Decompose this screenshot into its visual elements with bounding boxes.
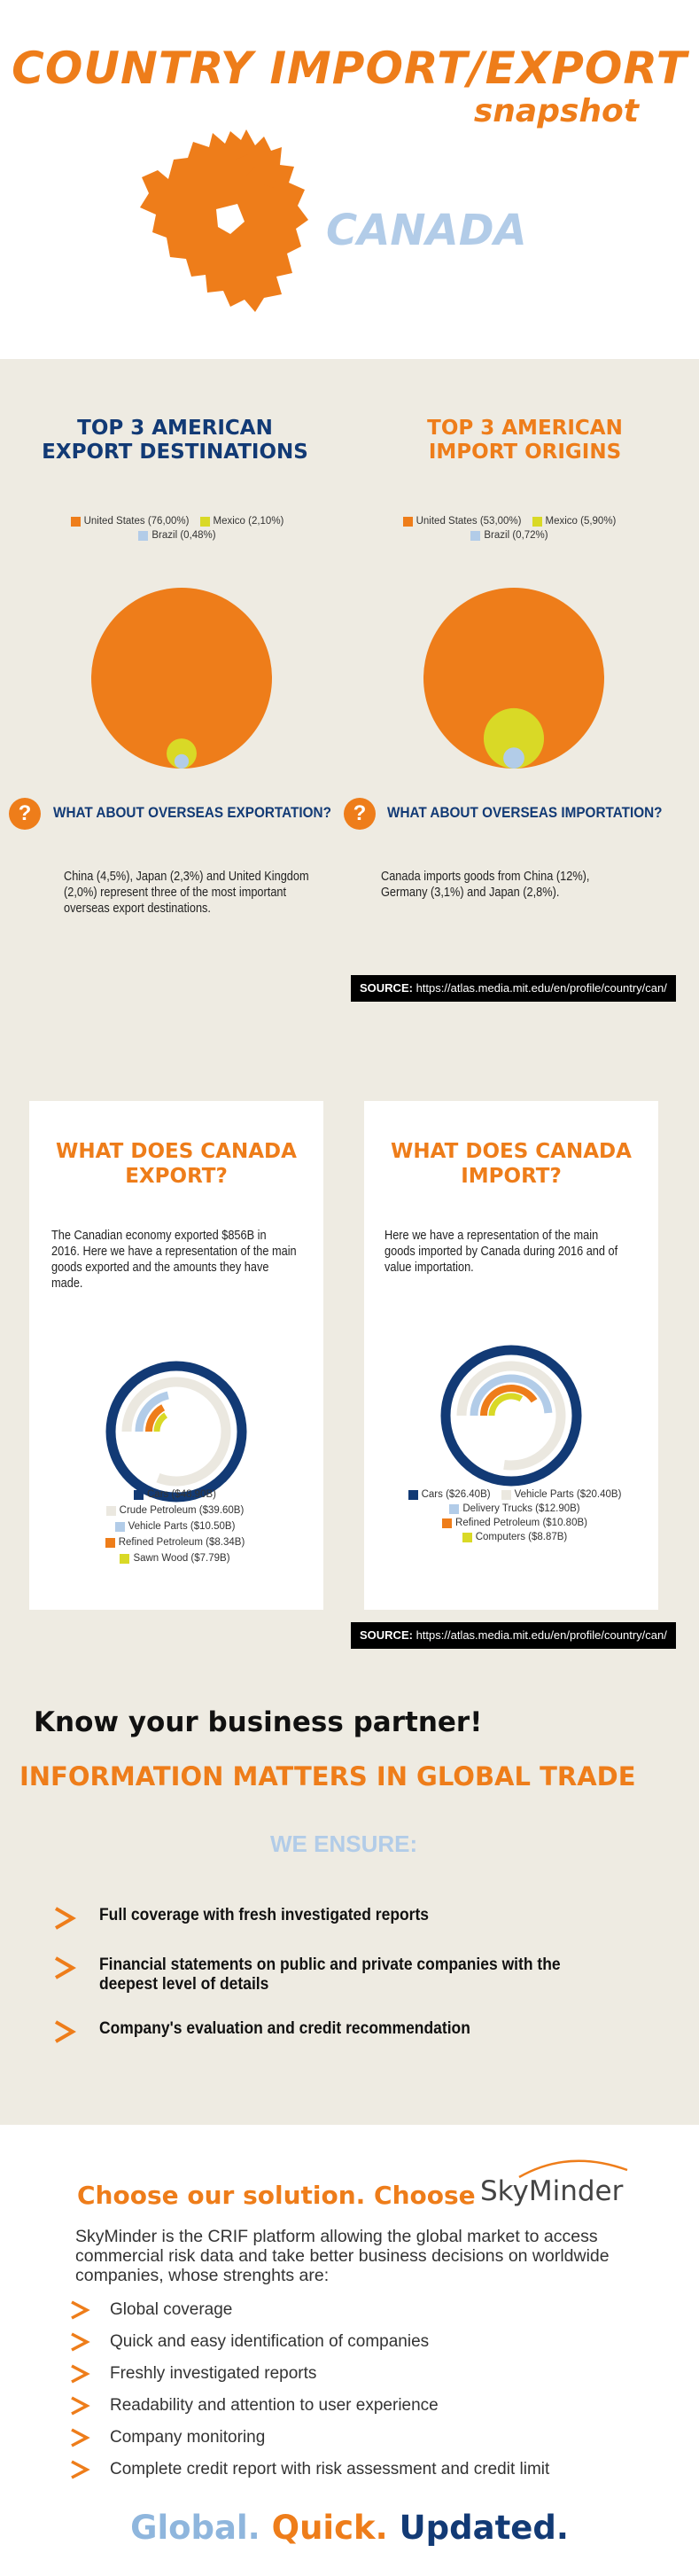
page-subtitle: snapshot (473, 93, 639, 129)
chevron-right-icon (53, 2019, 80, 2044)
list-item: Company's evaluation and credit recommendation (53, 2019, 656, 2044)
source-link[interactable]: https://atlas.media.mit.edu/en/profile/country/can/ (416, 981, 667, 995)
legend-swatch (462, 1533, 472, 1542)
overseas-export-answer: China (4,5%), Japan (2,3%) and United Kingdom (2,0%) represent three of the most important overseas export destinations. (64, 870, 309, 916)
source-label: SOURCE: https://atlas.media.mit.edu/en/profile/country/can/ (351, 975, 676, 1002)
source-label: SOURCE: https://atlas.media.mit.edu/en/profile/country/can/ (351, 1622, 676, 1649)
partner-headline: Know your business partner! (34, 1706, 483, 1738)
legend-item: United States (53,00%) (403, 516, 522, 527)
legend-item: Computers ($8.87B) (382, 1532, 648, 1542)
export-destinations-legend (53, 516, 301, 541)
legend-swatch (134, 1490, 144, 1500)
question-icon: ? (344, 798, 376, 830)
arc-sawn-wood (157, 1415, 166, 1432)
canada-export-chart (101, 1356, 252, 1507)
chevron-right-icon (69, 2300, 92, 2320)
list-item: Quick and easy identification of companies (69, 2326, 672, 2358)
canada-map-icon (131, 124, 317, 319)
source-link[interactable]: https://atlas.media.mit.edu/en/profile/country/can/ (416, 1628, 667, 1642)
legend-item: Brazil (0,72%) (470, 530, 548, 541)
canada-import-legend (382, 1489, 648, 1542)
legend-item: Crude Petroleum ($39.60B) (106, 1505, 245, 1516)
ensure-list (53, 1906, 656, 2044)
import-origins-title: TOP 3 AMERICAN IMPORT ORIGINS (427, 417, 623, 464)
legend-item: Vehicle Parts ($20.40B) (501, 1489, 622, 1500)
chevron-right-icon (53, 1955, 80, 1980)
list-item: Readability and attention to user experience (69, 2390, 672, 2422)
legend-item: Delivery Trucks ($12.90B) (382, 1503, 648, 1514)
chevron-right-icon (69, 2364, 92, 2384)
chevron-right-icon (69, 2428, 92, 2447)
legend-item: Sawn Wood ($7.79B) (120, 1553, 229, 1564)
legend-swatch (115, 1522, 125, 1532)
chevron-right-icon (69, 2332, 92, 2352)
legend-swatch (105, 1538, 115, 1548)
skyminder-logo: SkyMinder (480, 2156, 640, 2211)
legend-swatch (501, 1490, 511, 1500)
arc-computers (492, 1396, 521, 1416)
import-origins-legend (385, 516, 633, 541)
bubble-brazil (175, 754, 189, 769)
canada-export-description: The Canadian economy exported $856B in 2016. Here we have a representation of the main goods exported and the amounts they have made. (51, 1229, 297, 1291)
import-origins-chart (421, 581, 607, 771)
list-item: Full coverage with fresh investigated reports (53, 1906, 656, 1931)
legend-swatch (449, 1504, 459, 1514)
legend-item: Cars ($48.90B) (134, 1489, 216, 1500)
ensure-title: WE ENSURE: (270, 1831, 418, 1857)
canada-export-legend (58, 1489, 292, 1564)
legend-item: Cars ($26.40B) (408, 1489, 491, 1500)
list-item: Financial statements on public and private companies with the deepest level of details (53, 1955, 656, 1994)
legend-item: Refined Petroleum ($10.80B) (382, 1518, 648, 1528)
export-destinations-chart (89, 581, 275, 771)
chevron-right-icon (69, 2396, 92, 2416)
legend-item: Vehicle Parts ($10.50B) (115, 1521, 236, 1532)
partner-section (0, 1677, 699, 2125)
list-item: Global coverage (69, 2294, 672, 2326)
legend-swatch (71, 517, 81, 527)
overseas-export-question: WHAT ABOUT OVERSEAS EXPORTATION? (53, 804, 331, 821)
legend-swatch (403, 517, 413, 527)
feature-list (69, 2294, 672, 2486)
legend-swatch (470, 531, 480, 541)
question-icon: ? (9, 798, 41, 830)
chevron-right-icon (69, 2460, 92, 2479)
canada-export-title: WHAT DOES CANADA EXPORT? (56, 1140, 297, 1188)
slogan: Global. Quick. Updated. (130, 2509, 569, 2547)
legend-swatch (532, 517, 542, 527)
partner-subheadline: INFORMATION MATTERS IN GLOBAL TRADE (19, 1761, 636, 1791)
legend-swatch (106, 1506, 116, 1516)
canada-import-description: Here we have a representation of the main goods imported by Canada during 2016 and of value importation. (384, 1229, 618, 1275)
overseas-import-answer: Canada imports goods from China (12%), Germany (3,1%) and Japan (2,8%). (381, 870, 590, 900)
chevron-right-icon (53, 1906, 80, 1931)
legend-item: United States (76,00%) (71, 516, 190, 527)
solution-description: SkyMinder is the CRIF platform allowing the global market to access commercial risk data and take better business decisions on worldwide companies, whose strenghts are: (75, 2227, 610, 2285)
export-destinations-title: TOP 3 AMERICAN EXPORT DESTINATIONS (42, 417, 308, 464)
legend-item: Brazil (0,48%) (138, 530, 215, 541)
canada-import-chart (436, 1340, 586, 1491)
legend-item: Mexico (2,10%) (200, 516, 284, 527)
legend-item: Mexico (5,90%) (532, 516, 617, 527)
legend-swatch (138, 531, 148, 541)
overseas-import-question: WHAT ABOUT OVERSEAS IMPORTATION? (387, 804, 663, 821)
legend-item: Refined Petroleum ($8.34B) (105, 1537, 245, 1548)
country-name: CANADA (326, 206, 527, 255)
page-title: COUNTRY IMPORT/EXPORT (12, 43, 687, 94)
legend-swatch (200, 517, 210, 527)
list-item: Freshly investigated reports (69, 2358, 672, 2390)
canada-import-title: WHAT DOES CANADA IMPORT? (391, 1140, 632, 1188)
bubble-brazil (503, 747, 524, 769)
solution-headline: Choose our solution. Choose (77, 2181, 476, 2210)
legend-swatch (442, 1518, 452, 1528)
list-item: Company monitoring (69, 2422, 672, 2454)
legend-swatch (408, 1490, 418, 1500)
list-item: Complete credit report with risk assessment and credit limit (69, 2454, 672, 2486)
legend-swatch (120, 1554, 129, 1564)
